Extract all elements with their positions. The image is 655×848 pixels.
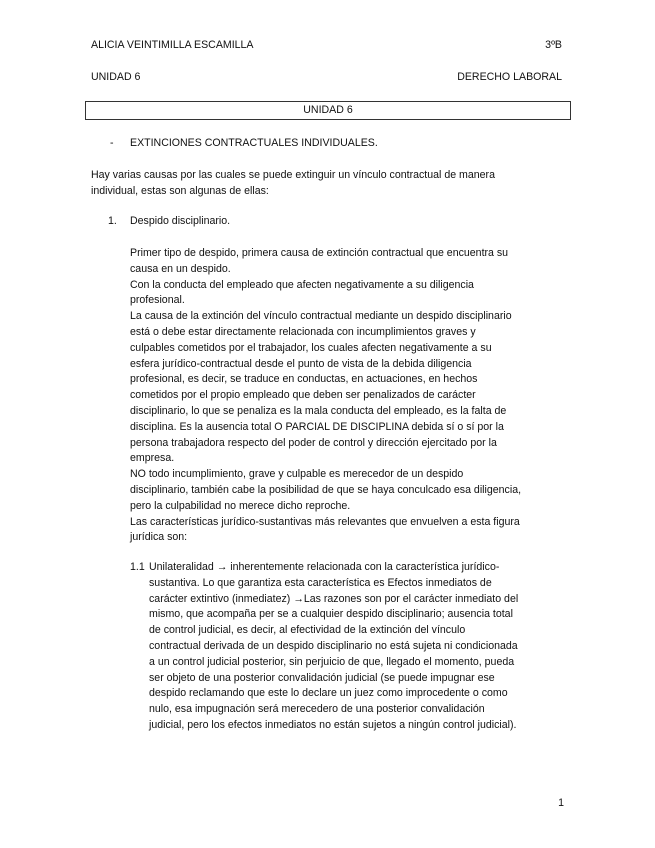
unit-label: UNIDAD 6 (91, 71, 141, 83)
sub-line: mismo, que acompaña per se a cualquier despido disciplinario; ausencia total (149, 608, 513, 621)
body-line: culpables cometidos por el trabajador, los cuales afecten negativamente a su (130, 341, 492, 354)
class-grade: 3ºB (545, 39, 562, 51)
author-name: ALICIA VEINTIMILLA ESCAMILLA (91, 39, 254, 51)
unit-title-box: UNIDAD 6 (85, 101, 571, 120)
page-number: 1 (558, 797, 564, 809)
body-line: Con la conducta del empleado que afecten negativamente a su diligencia (130, 278, 474, 291)
intro-line: individual, estas son algunas de ellas: (91, 184, 269, 197)
sub-line: Unilateralidad → inherentemente relacionada con la característica jurídico- (149, 561, 500, 573)
body-line: está o debe estar directamente relacionada con incumplimientos graves y (130, 325, 476, 338)
body-line: profesional, es decir, se traduce en conductas, en actuaciones, en hechos (130, 373, 478, 386)
sub-line: a un control judicial posterior, sin perjuicio de que, llegado el momento, pueda (149, 655, 515, 668)
body-line: cometidos por el propio empleado que deben ser penalizados de carácter (130, 389, 476, 402)
sub-line: nulo, esa impugnación será merecedero de una posterior convalidación (149, 703, 485, 716)
body-line: Primer tipo de despido, primera causa de extinción contractual que encuentra su (130, 247, 509, 259)
body-line: La causa de la extinción del vínculo contractual mediante un despido disciplinario (130, 310, 512, 323)
body-paragraph (130, 246, 570, 546)
body-line: disciplinario, lo que se penaliza es la mala conducta del empleado, es la falta de (130, 404, 507, 417)
sub-line: judicial, pero los efectos inmediatos no están sujetos a ningún control judicial). (149, 718, 517, 731)
body-line: empresa. (130, 452, 175, 465)
list-number: 1. (108, 215, 117, 227)
section-heading: EXTINCIONES CONTRACTUALES INDIVIDUALES. (130, 137, 378, 149)
body-line: Las características jurídico-sustantivas más relevantes que envuelven a esta figura (130, 515, 520, 528)
list-item-title: Despido disciplinario. (130, 215, 231, 227)
body-line: jurídica son: (130, 531, 188, 544)
body-line: NO todo incumplimiento, grave y culpable es merecedor de un despido (130, 468, 464, 481)
body-line: causa en un despido. (130, 262, 231, 275)
body-line: pero la culpabilidad no merece dicho reproche. (130, 499, 351, 512)
sub-line: contractual derivada de un despido disciplinario no está sujeta ni condicionada (149, 639, 518, 652)
sub-line: despido reclamando que este lo declare un juez como improcedente o como (149, 687, 508, 700)
sub-line: ser objeto de una posterior convalidación judicial (se puede impugnar ese (149, 671, 495, 684)
intro-line: Hay varias causas por las cuales se puede extinguir un vínculo contractual de manera (91, 169, 495, 181)
body-line: profesional. (130, 294, 185, 307)
intro-paragraph (91, 168, 551, 200)
body-line: disciplina. Es la ausencia total O PARCIAL DE DISCIPLINA debida sí o sí por la (130, 420, 504, 433)
body-line: persona trabajadora respecto del poder de control y dirección ejercitado por la (130, 436, 497, 449)
sub-line: de control judicial, es decir, al efectividad de la extinción del vínculo (149, 624, 466, 637)
body-line: disciplinario, también cabe la posibilidad de que se haya conculcado esa diligencia, (130, 483, 522, 496)
bullet-marker: - (110, 137, 114, 149)
sub-line: sustantiva. Lo que garantiza esta característica es Efectos inmediatos de (149, 576, 492, 589)
sub-list-number: 1.1 (130, 561, 145, 573)
body-line: esfera jurídico-contractual desde el punto de vista de la debida diligencia (130, 357, 472, 370)
sub-list-paragraph (149, 560, 569, 734)
sub-line: carácter extintivo (inmediatez) →Las razones son por el carácter inmediato del (149, 592, 519, 605)
subject-label: DERECHO LABORAL (457, 71, 562, 83)
